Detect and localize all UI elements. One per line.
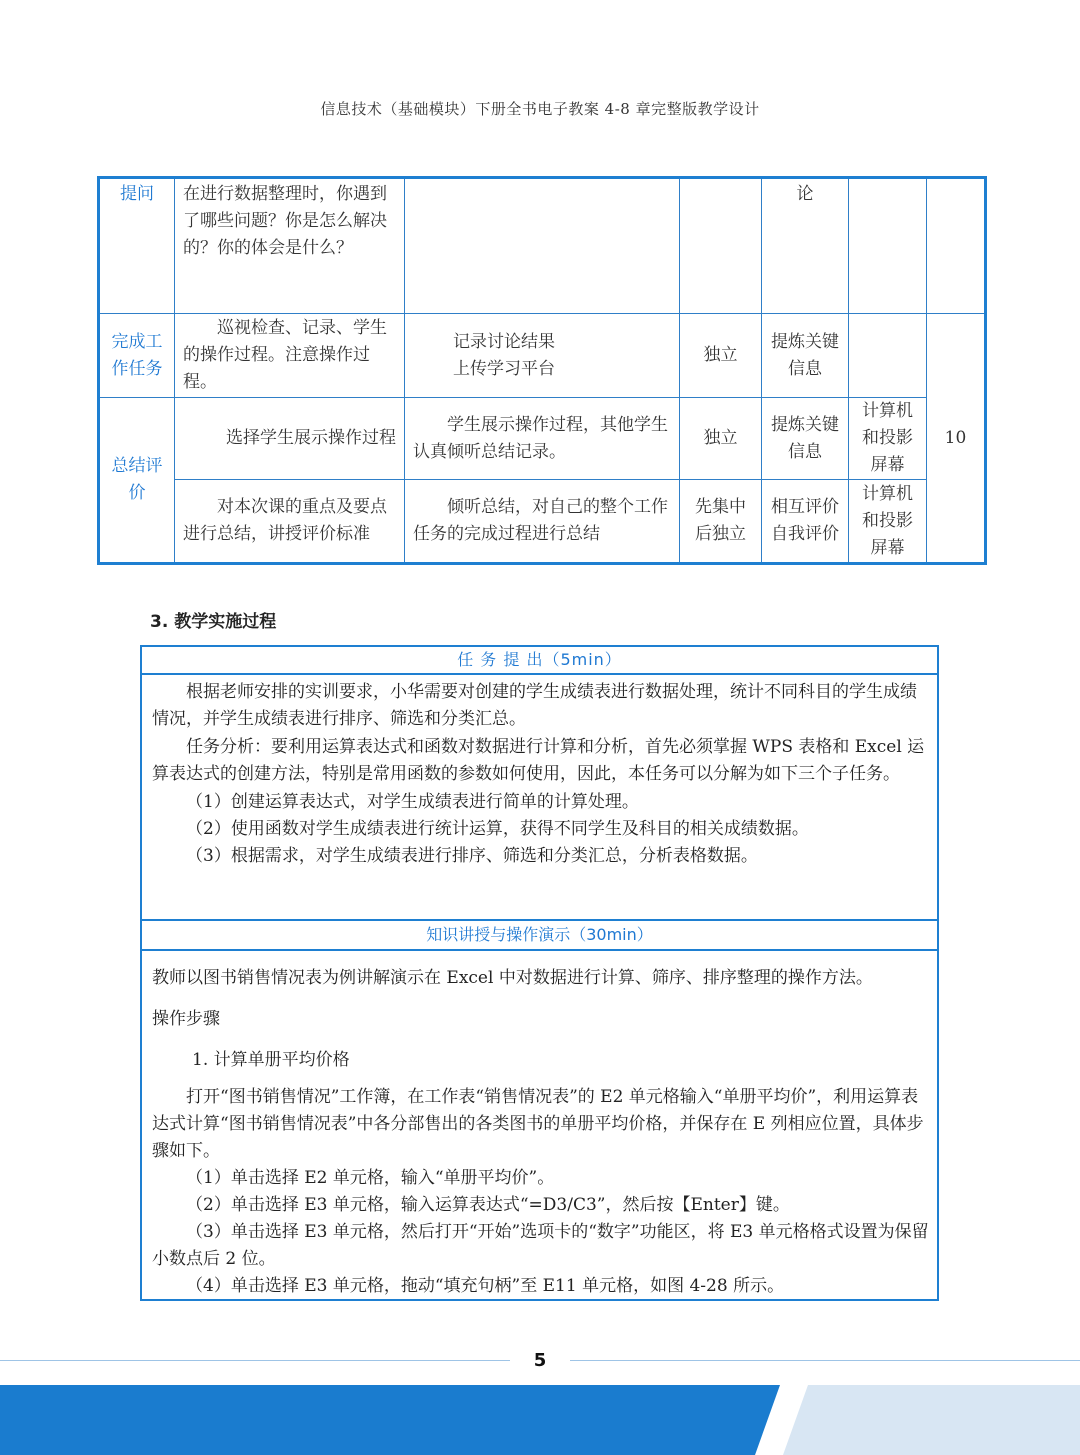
task-paragraph: （1）创建运算表达式，对学生成绩表进行简单的计算处理。 [186, 791, 639, 812]
stage-cell: 完成工作任务 [99, 314, 175, 398]
step-item: （3）单击选择 E3 单元格，然后打开“开始”选项卡的“数字”功能区，将 E3 单元格格式设置为保留小数点后 2 位。 [152, 1222, 929, 1269]
resource-cell: 计算机和投影屏幕 [849, 480, 927, 564]
demo-heading: 知识讲授与操作演示（30min） [142, 921, 937, 951]
task-body [142, 675, 937, 921]
task-paragraph: 任务分析：要利用运算表达式和函数对数据进行计算和分析，首先必须掌握 WPS 表格和 Excel 运算表达式的创建方法，特别是常用函数的参数如何使用，因此，本任务可以分解为如下三个子任务。 [152, 736, 925, 785]
stage-cell: 总结评价 [99, 398, 175, 564]
document-header: 信息技术（基础模块）下册全书电子教案 4-8 章完整版教学设计 [320, 100, 760, 118]
footer-band [0, 1385, 1080, 1455]
student-activity-cell [405, 314, 680, 398]
step1-title: 1. 计算单册平均价格 [192, 1050, 350, 1070]
resource-cell [849, 314, 927, 398]
method-cell: 提炼关键信息 [762, 398, 849, 480]
teacher-activity-cell: 选择学生展示操作过程 [175, 398, 405, 480]
table-row [99, 178, 986, 314]
page-number: 5 [533, 1350, 547, 1371]
table-row [99, 314, 986, 398]
task-paragraph: （3）根据需求，对学生成绩表进行排序、筛选和分类汇总，分析表格数据。 [186, 846, 758, 867]
footer-band-dark [0, 1385, 780, 1455]
demo-intro: 教师以图书销售情况表为例讲解演示在 Excel 中对数据进行计算、筛序、排序整理的操作方法。 [152, 968, 873, 988]
step1-paragraph: 打开“图书销售情况”工作簿，在工作表“销售情况表”的 E2 单元格输入“单册平均价”，利用运算表达式计算“图书销售情况表”中各分部售出的各类图书的单册平均价格，并保存在 E 列相应位置，具体步骤如下。 [152, 1087, 924, 1161]
form-cell: 独立 [680, 314, 762, 398]
step-item: （4）单击选择 E3 单元格，拖动“填充句柄”至 E11 单元格，如图 4-28 所示。 [186, 1276, 785, 1296]
resource-cell: 计算机和投影屏幕 [849, 398, 927, 480]
demo-body [142, 965, 937, 1300]
step-item: （1）单击选择 E2 单元格，输入“单册平均价”。 [186, 1168, 555, 1188]
steps-label: 操作步骤 [152, 1009, 220, 1029]
footer-band-light [783, 1385, 1080, 1455]
footer-divider-left [0, 1360, 510, 1361]
form-cell [680, 178, 762, 314]
section-title: 3. 教学实施过程 [150, 612, 277, 632]
table-row [99, 398, 986, 480]
table-row [99, 480, 986, 564]
teacher-activity-cell: 在进行数据整理时，你遇到了哪些问题？你是怎么解决的？你的体会是什么？ [175, 178, 405, 314]
student-activity-line: 上传学习平台 [453, 358, 555, 379]
stage-cell: 提问 [99, 178, 175, 314]
student-activity-cell: 学生展示操作过程，其他学生认真倾听总结记录。 [405, 398, 680, 480]
step-item: （2）单击选择 E3 单元格，输入运算表达式“=D3/C3”，然后按【Enter】键。 [186, 1195, 790, 1215]
footer-divider-right [570, 1360, 1080, 1361]
student-activity-line: 记录讨论结果 [453, 331, 555, 352]
method-cell: 提炼关键信息 [762, 314, 849, 398]
teacher-activity-cell: 对本次课的重点及要点进行总结，讲授评价标准 [175, 480, 405, 564]
task-paragraph: 根据老师安排的实训要求，小华需要对创建的学生成绩表进行数据处理，统计不同科目的学生成绩情况，并学生成绩表进行排序、筛选和分类汇总。 [152, 682, 917, 730]
resource-cell [849, 178, 927, 314]
time-cell [927, 178, 986, 314]
form-cell: 先集中后独立 [680, 480, 762, 564]
task-paragraph: （2）使用函数对学生成绩表进行统计运算，获得不同学生及科目的相关成绩数据。 [186, 819, 809, 840]
student-activity-cell: 倾听总结，对自己的整个工作任务的完成过程进行总结 [405, 480, 680, 564]
method-cell: 论 [762, 178, 849, 314]
lesson-plan-table [97, 176, 987, 565]
task-heading: 任 务 提 出（5min） [142, 647, 937, 675]
method-cell: 相互评价自我评价 [762, 480, 849, 564]
teaching-process-box [140, 645, 939, 1301]
time-cell: 10 [927, 314, 986, 564]
form-cell: 独立 [680, 398, 762, 480]
teacher-activity-cell: 巡视检查、记录、学生的操作过程。注意操作过程。 [175, 314, 405, 398]
student-activity-cell [405, 178, 680, 314]
